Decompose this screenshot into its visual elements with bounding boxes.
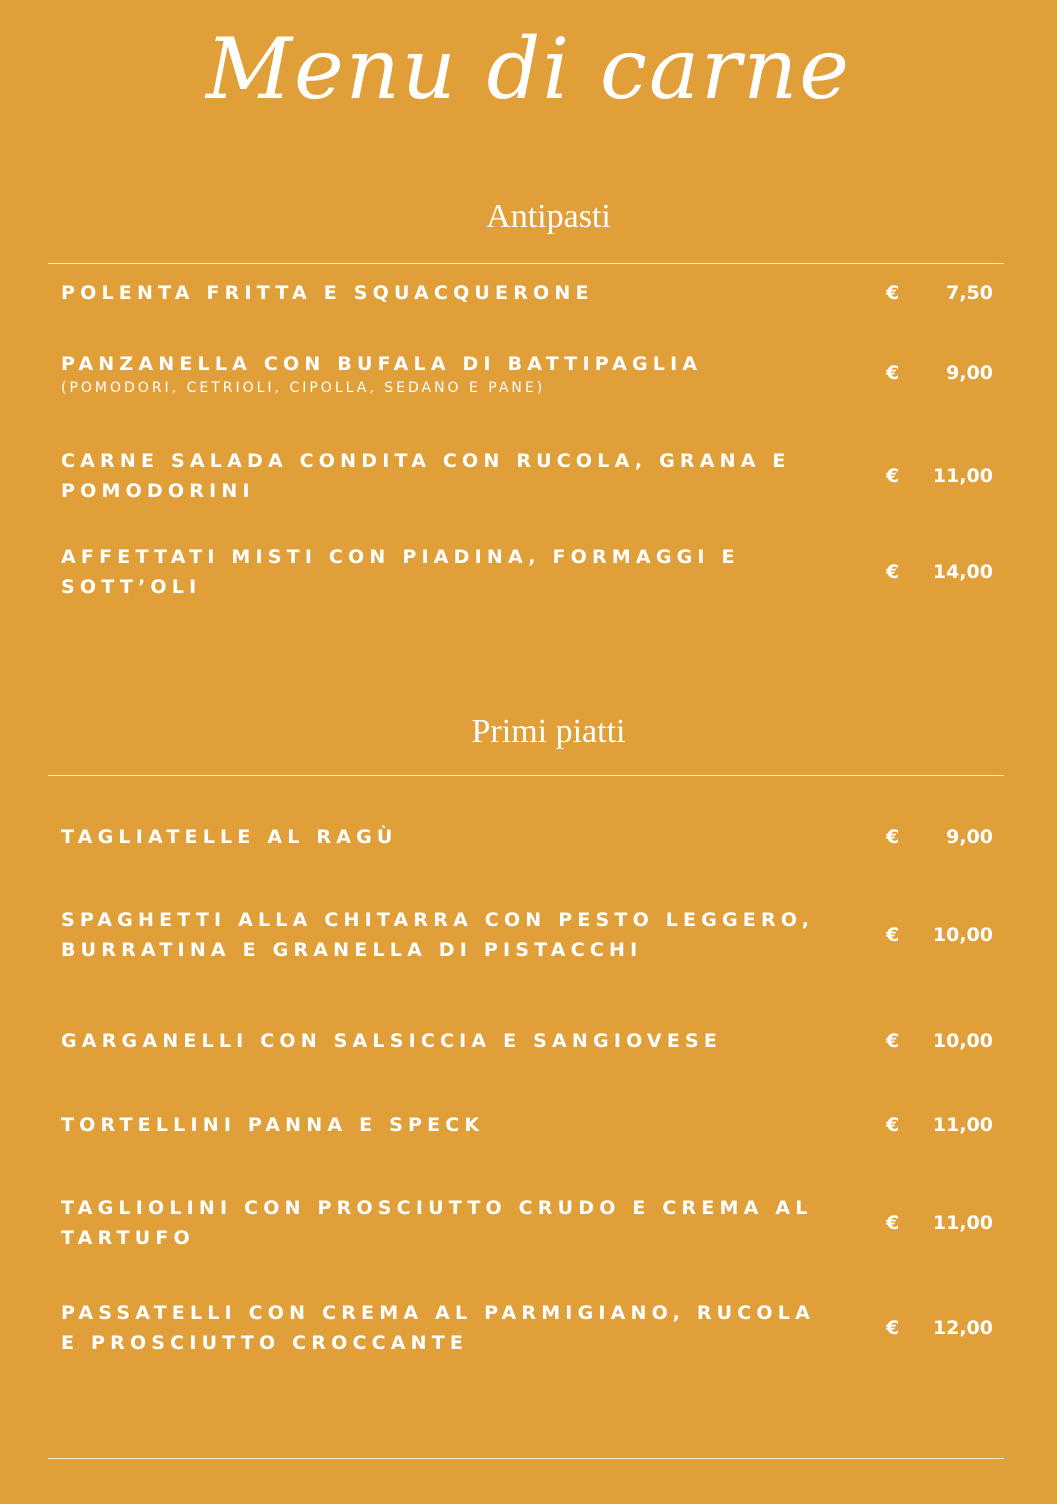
item-name	[61, 349, 821, 397]
item-price: 14,00	[932, 561, 993, 583]
currency-symbol: €	[886, 924, 900, 946]
item-name-text: TAGLIOLINI CON PROSCIUTTO CRUDO E CREMA AL TARTUFO	[61, 1197, 813, 1249]
section-heading-antipasti: Antipasti	[486, 198, 611, 235]
item-price: 7,50	[946, 282, 993, 304]
item-price: 9,00	[946, 362, 993, 384]
item-name	[61, 1026, 821, 1056]
menu-item	[61, 1001, 996, 1081]
item-name	[61, 822, 821, 852]
menu-item	[61, 895, 996, 975]
item-name	[61, 446, 821, 506]
menu-item	[61, 797, 996, 877]
item-price: 11,00	[932, 465, 993, 487]
section-heading-primi: Primi piatti	[471, 713, 626, 750]
item-price: 10,00	[932, 1030, 993, 1052]
item-name	[61, 1193, 821, 1253]
currency-symbol: €	[886, 826, 900, 848]
item-name	[61, 542, 821, 602]
menu-item	[61, 1085, 996, 1165]
item-price: 10,00	[932, 924, 993, 946]
item-price: 11,00	[932, 1212, 993, 1234]
currency-symbol: €	[886, 1317, 900, 1339]
menu-item	[61, 253, 996, 333]
item-name	[61, 905, 821, 965]
item-name-text: SPAGHETTI ALLA CHITARRA CON PESTO LEGGERO, BURRATINA E GRANELLA DI PISTACCHI	[61, 909, 815, 961]
item-name-text: CARNE SALADA CONDITA CON RUCOLA, GRANA E POMODORINI	[61, 450, 791, 502]
item-name	[61, 1298, 821, 1358]
item-price: 11,00	[932, 1114, 993, 1136]
menu-item	[61, 1288, 996, 1368]
currency-symbol: €	[886, 1114, 900, 1136]
menu-item	[61, 532, 996, 612]
currency-symbol: €	[886, 561, 900, 583]
item-note: (POMODORI, CETRIOLI, CIPOLLA, SEDANO E PANE)	[61, 380, 546, 396]
currency-symbol: €	[886, 1212, 900, 1234]
item-price: 9,00	[946, 826, 993, 848]
currency-symbol: €	[886, 465, 900, 487]
item-name-text: TAGLIATELLE AL RAGÙ	[61, 826, 398, 848]
menu-item	[61, 436, 996, 516]
item-name-text: TORTELLINI PANNA E SPECK	[61, 1114, 485, 1136]
divider	[48, 775, 1004, 776]
item-name-text: GARGANELLI CON SALSICCIA E SANGIOVESE	[61, 1030, 723, 1052]
divider	[48, 1458, 1004, 1459]
currency-symbol: €	[886, 282, 900, 304]
menu-title: Menu di carne	[205, 20, 852, 118]
item-name-text: PANZANELLA CON BUFALA DI BATTIPAGLIA	[61, 353, 703, 375]
item-price: 12,00	[932, 1317, 993, 1339]
currency-symbol: €	[886, 362, 900, 384]
item-name	[61, 278, 821, 308]
item-name-text: PASSATELLI CON CREMA AL PARMIGIANO, RUCOLA E PROSCIUTTO CROCCANTE	[61, 1302, 815, 1354]
item-name-text: AFFETTATI MISTI CON PIADINA, FORMAGGI E SOTT’OLI	[61, 546, 740, 598]
menu-item	[61, 1183, 996, 1263]
item-name-text: POLENTA FRITTA E SQUACQUERONE	[61, 282, 594, 304]
item-name	[61, 1110, 821, 1140]
currency-symbol: €	[886, 1030, 900, 1052]
menu-item	[61, 333, 996, 413]
